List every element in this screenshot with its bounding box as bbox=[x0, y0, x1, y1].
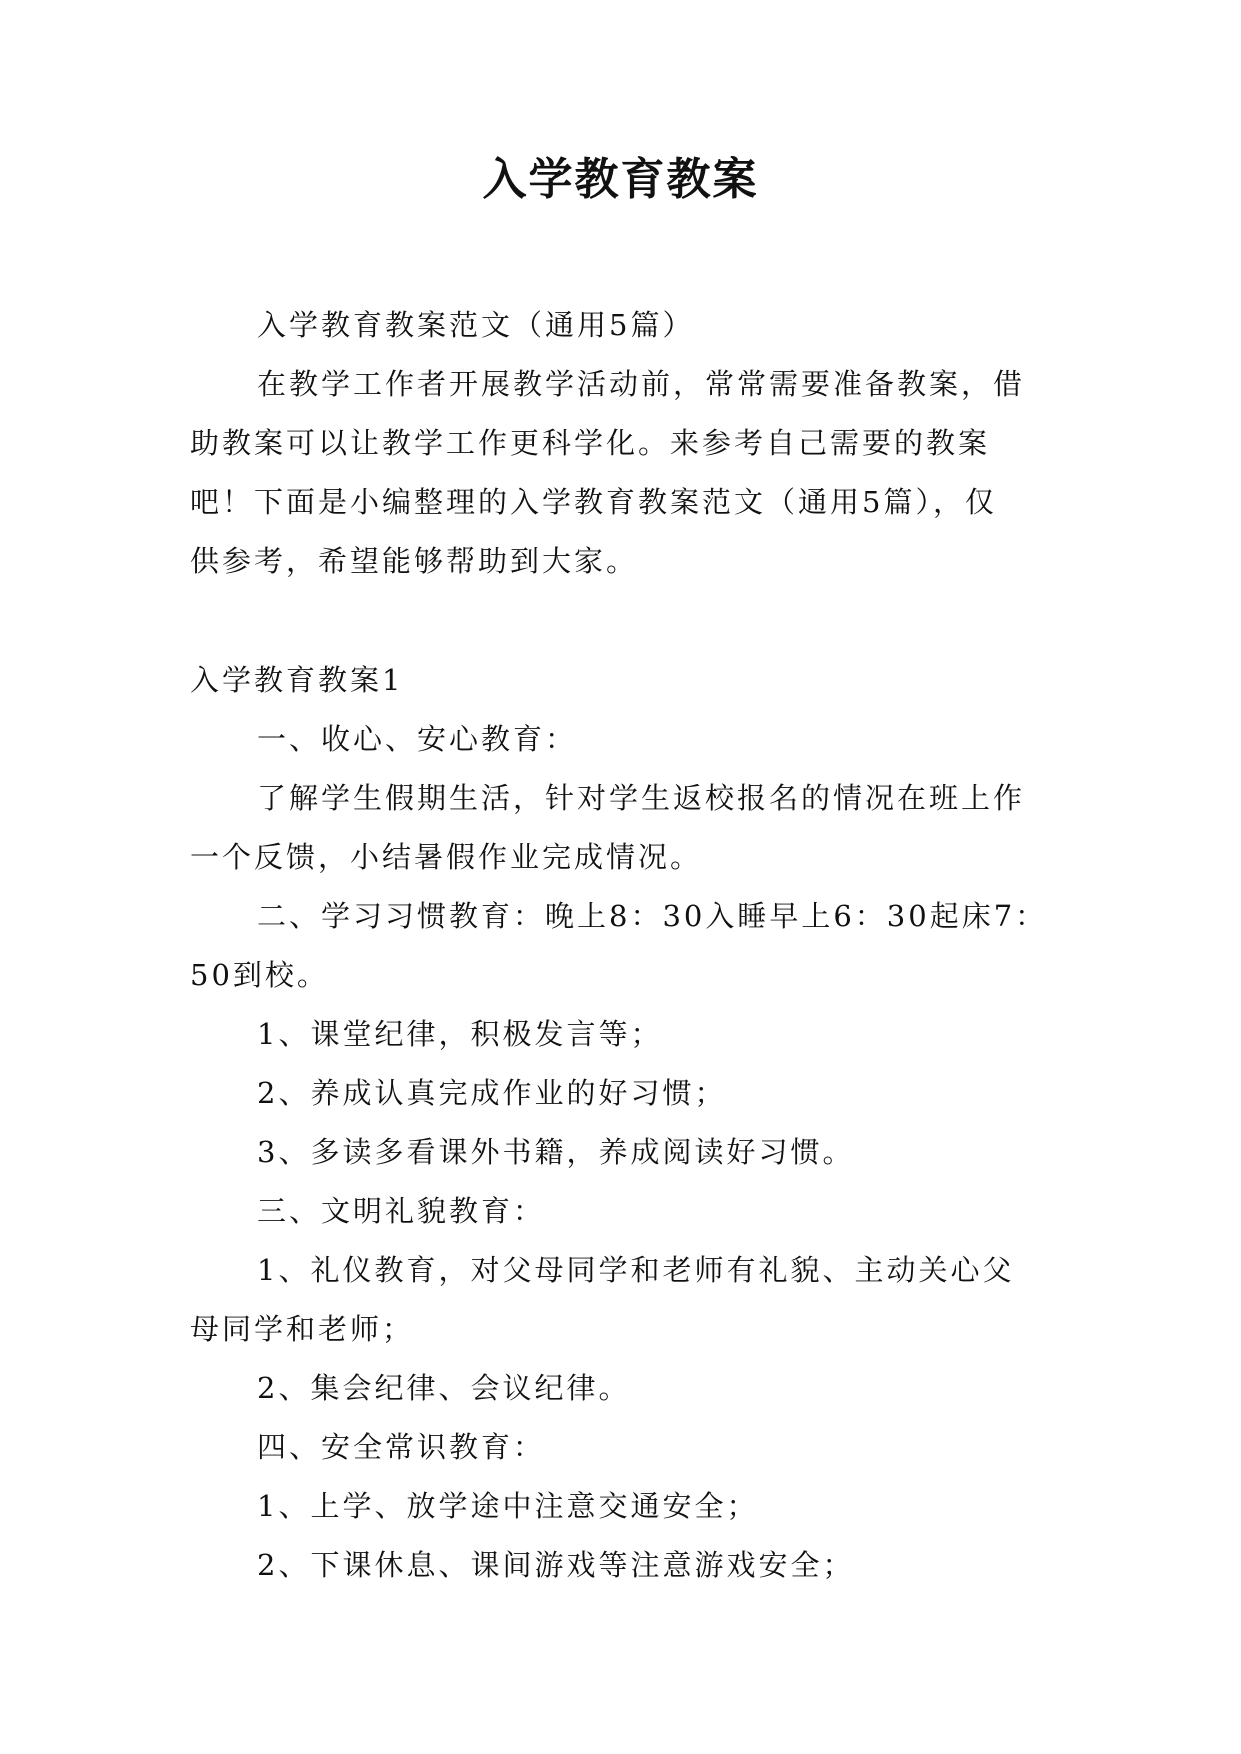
list-item: 3、多读多看课外书籍，养成阅读好习惯。 bbox=[257, 1135, 855, 1169]
list-item: 2、集会纪律、会议纪律。 bbox=[257, 1371, 631, 1405]
section-spacer bbox=[190, 591, 1054, 651]
list-item-continuation: 母同学和老师； bbox=[190, 1312, 415, 1346]
subsection-heading: 三、文明礼貌教育： bbox=[257, 1194, 546, 1228]
section-heading: 入学教育教案1 bbox=[190, 663, 404, 697]
list-item: 2、养成认真完成作业的好习惯； bbox=[257, 1076, 727, 1110]
subsection-heading: 一、收心、安心教育： bbox=[257, 722, 578, 756]
list-item: 1、课堂纪律，积极发言等； bbox=[257, 1017, 663, 1051]
subsection-heading: 二、学习习惯教育：晚上8：30入睡早上6：30起床7： bbox=[257, 899, 1048, 933]
intro-paragraph-line: 吧！下面是小编整理的入学教育教案范文（通用5篇），仅 bbox=[190, 485, 997, 519]
list-item: 1、礼仪教育，对父母同学和老师有礼貌、主动关心父 bbox=[257, 1253, 1015, 1287]
paragraph-line: 50到校。 bbox=[190, 958, 329, 992]
intro-subtitle: 入学教育教案范文（通用5篇） bbox=[257, 308, 695, 342]
paragraph-line: 一个反馈，小结暑假作业完成情况。 bbox=[190, 840, 703, 874]
list-item: 2、下课休息、课间游戏等注意游戏安全； bbox=[257, 1548, 855, 1582]
list-item: 1、上学、放学途中注意交通安全； bbox=[257, 1489, 759, 1523]
intro-paragraph-line: 供参考，希望能够帮助到大家。 bbox=[190, 544, 639, 578]
paragraph-line: 了解学生假期生活，针对学生返校报名的情况在班上作 bbox=[257, 781, 1026, 815]
document-title: 入学教育教案 bbox=[482, 154, 759, 205]
document-body bbox=[190, 296, 1054, 1595]
subsection-heading: 四、安全常识教育： bbox=[257, 1430, 546, 1464]
intro-paragraph-line: 在教学工作者开展教学活动前，常常需要准备教案，借 bbox=[257, 367, 1026, 401]
intro-paragraph-line: 助教案可以让教学工作更科学化。来参考自己需要的教案 bbox=[190, 426, 991, 460]
